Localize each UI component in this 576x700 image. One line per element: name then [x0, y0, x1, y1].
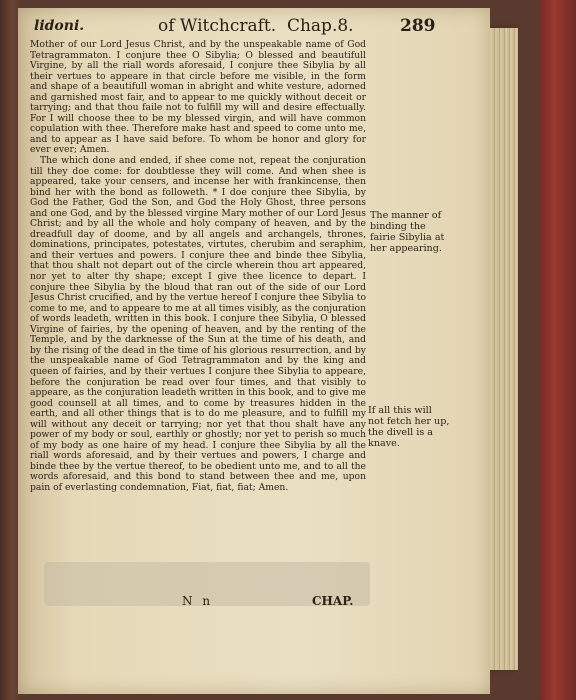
running-head-chapter: Chap.8. [286, 16, 354, 36]
catchword: CHAP. [312, 594, 354, 608]
body-text [30, 40, 366, 494]
margin-note-binding: The manner of binding the fairie Sibylia at her appearing. [370, 210, 445, 254]
right-cover-board [540, 0, 576, 700]
left-cover-board [0, 0, 20, 700]
running-head-left: lidoni. [34, 18, 85, 34]
margin-note-divell: If all this will not fetch her up, the divell is a knave. [368, 405, 450, 449]
running-header [28, 14, 458, 40]
running-head-title: of Witchcraft. Chap.8. [158, 16, 354, 36]
signature-mark: N n [182, 594, 214, 608]
page-number: 289 [400, 16, 436, 36]
paragraph: The which done and ended, if shee come not, repeat the conjuration till they doe come: for doubtlesse they will come. And when shee is appeared, take your censers, and incense her with frankincense, then bind her with the bond as followeth. * I doe conjure thee Sibylia, by God the Father, God the Son, and God the Holy Ghost, three persons and one God, and by the blessed virgine Mary mother of our Lord Jesus Christ; and by all the whole and holy company of heaven, and by the dreadfull day of doome, and by all angels and archangels, thrones, dominations, principates, potestates, virtutes, cherubim and seraphim, and their vertues and powers. I conjure thee and binde thee Sibylia, that thou shalt not depart out of the circle wherein thou art appeared, nor yet to alter thy shape; except I give thee licence to depart. I conjure thee Sibylia by the bloud that ran out of the side of our Lord Jesus Christ crucified, and by the vertue hereof I conjure thee Sibylia to come to me, and to appeare to me at all times visibly, as the conjuration of words leadeth, written in this book. I conjure thee Sibylia, O blessed Virgine of fairies, by the opening of heaven, and by the renting of the Temple, and by the darknesse of the Sun at the time of his death, and by the rising of the dead in the time of his glorious resurrection, and by the unspeakable name of God Tetragrammaton and by the king and queen of fairies, and by their vertues I conjure thee Sibylia to appeare, before the conjuration be read over four times, and that visibly to appeare, as the conjuration leadeth written in this book, and to give me good counsell at all times, and to come by treasures hidden in the earth, and all other things that is to do me pleasure, and to fulfill my will without any deceit or tarrying; nor yet that thou shalt have any power of my body or soul, earthly or ghostly; nor yet to perish so much of my body as one haire of my head. I conjure thee Sibylia by all the riall words aforesaid, and by their vertues and powers, I charge and binde thee by the vertue thereof, to be obedient unto me, and to all the words aforesaid, and this bond to stand between thee and me, upon pain of everlasting condemnation, Fiat, fiat, fiat; Amen. [30, 155, 366, 493]
paragraph: Mother of our Lord Jesus Christ, and by the unspeakable name of God Tetragrammaton. I conjure thee O Sibylia; O blessed and beautifull Virgine, by all the riall words aforesaid, I conjure thee Sibylia by all their vertues to appeare in that circle before me visible, in the form and shape of a beautifull woman in abright and white vesture, adorned and garnished most fair, and to appear to me quickly without deceit or tarrying; and that thou faile not to fulfill my will and desire effectually. For I will choose thee to be my blessed virgin, and will have common copulation with thee. Therefore make hast and speed to come unto me, and to appear as I have said before. To whom be honor and glory for ever ever; Amen. [30, 39, 366, 156]
